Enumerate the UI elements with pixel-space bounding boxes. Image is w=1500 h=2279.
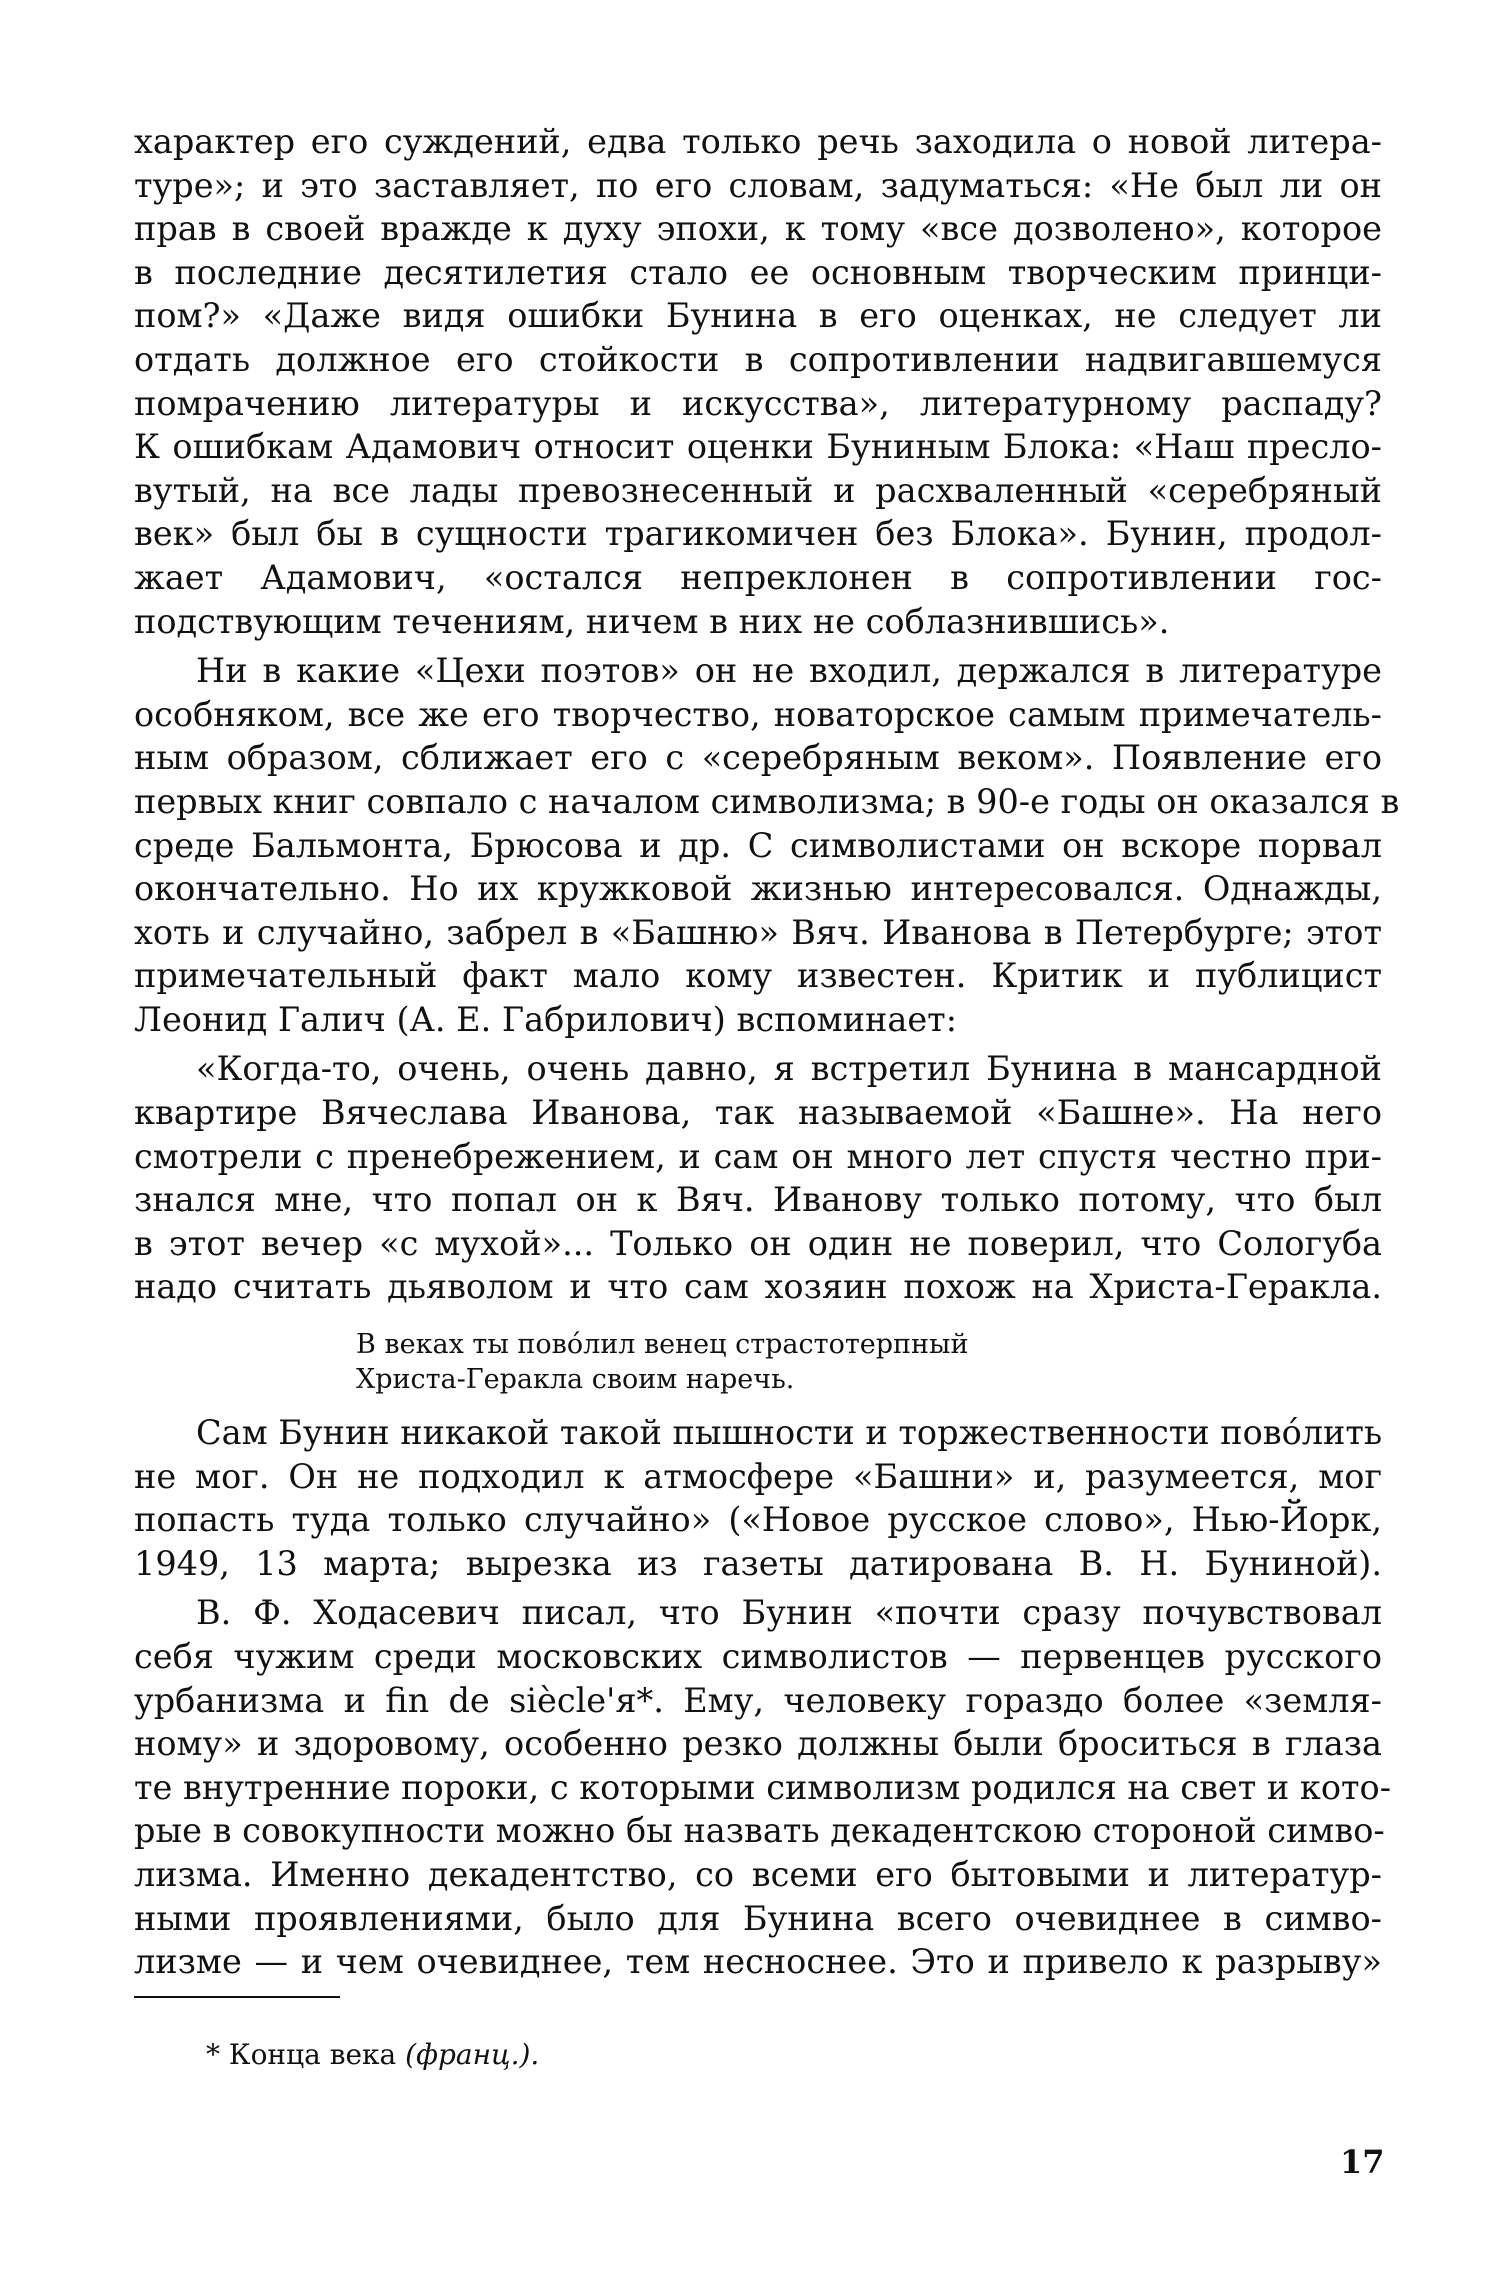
text-line: вутый, на все лады превознесенный и расхваленный «серебряный: [134, 470, 1382, 510]
text-line: подствующим течениям, ничем в них не соблазнившись».: [134, 601, 1170, 641]
text-line: попасть туда только случайно» («Новое русское слово», Нью-Йорк,: [134, 1500, 1382, 1540]
text-line: рые в совокупности можно бы назвать декадентскою стороной симво-: [134, 1811, 1385, 1851]
text-line: не мог. Он не подходил к атмосфере «Башни» и, разумеется, мог: [134, 1456, 1382, 1496]
text-line: надо считать дьяволом и что сам хозяин похож на Христа-Геракла.: [134, 1267, 1382, 1307]
footnote: [206, 2038, 539, 2072]
footnote-marker: *: [206, 2038, 220, 2071]
text-line: примечательный факт мало кому известен. Критик и публицист: [134, 956, 1382, 996]
text-line: Леонид Галич (А. Е. Габрилович) вспоминает:: [134, 999, 957, 1039]
text-line: 1949, 13 марта; вырезка из газеты датирована В. Н. Буниной).: [134, 1543, 1382, 1583]
paragraph-1: [134, 120, 1382, 643]
verse-quote: [356, 1327, 1382, 1397]
paragraph-4: [134, 1411, 1382, 1585]
text-line: ному» и здоровому, особенно резко должны были броситься в глаза: [134, 1724, 1382, 1764]
text-line: особняком, все же его творчество, новаторское самым примечатель-: [134, 694, 1382, 734]
page-number: 17: [1340, 2143, 1385, 2181]
text-line: пом?» «Даже видя ошибки Бунина в его оценках, не следует ли: [134, 296, 1382, 336]
text-line: отдать должное его стойкости в сопротивлении надвигавшемуся: [134, 339, 1382, 379]
text-line: лизме — и чем очевиднее, тем несноснее. Это и привело к разрыву»: [134, 1942, 1382, 1982]
footnote-note: (франц.).: [405, 2038, 540, 2071]
text-line: прав в своей вражде к духу эпохи, к тому «все дозволено», которое: [134, 209, 1382, 249]
text-line: В. Ф. Ходасевич писал, что Бунин «почти сразу почувствовал: [196, 1593, 1382, 1633]
verse-line: В веках ты повóлил венец страстотерпный: [356, 1329, 969, 1361]
text-line: туре»; и это заставляет, по его словам, задуматься: «Не был ли он: [134, 165, 1382, 205]
text-line: себя чужим среди московских символистов — первенцев русского: [134, 1637, 1382, 1676]
text-line: ным образом, сближает его с «серебряным веком». Появление его: [134, 738, 1382, 778]
page-body: [134, 120, 1400, 1984]
text-line: век» был бы в сущности трагикомичен без Блока». Бунин, продол-: [134, 514, 1382, 554]
text-line: Сам Бунин никакой такой пышности и торжественности повóлить: [196, 1413, 1383, 1453]
footnote-text: Конца века: [228, 2038, 397, 2071]
verse-line: Христа-Геракла своим наречь.: [356, 1364, 795, 1396]
text-line: Ни в какие «Цехи поэтов» он не входил, держался в литературе: [196, 651, 1382, 691]
text-line: К ошибкам Адамович относит оценки Буниным Блока: «Наш пресло-: [134, 427, 1382, 467]
text-line: в этот вечер «с мухой»... Только он один не поверил, что Сологуба: [134, 1223, 1382, 1263]
text-line: урбанизма и fin de siècle'я*. Ему, человеку гораздо более «земля-: [134, 1680, 1382, 1720]
paragraph-2: [134, 649, 1400, 1041]
text-line: среде Бальмонта, Брюсова и др. С символистами он вскоре порвал: [134, 825, 1382, 865]
text-line: лизма. Именно декадентство, со всеми его бытовыми и литератур-: [134, 1854, 1382, 1894]
text-line: характер его суждений, едва только речь заходила о новой литера-: [134, 122, 1382, 161]
text-line: ными проявлениями, было для Бунина всего очевиднее в симво-: [134, 1898, 1382, 1938]
text-line: первых книг совпало с началом символизма; в 90-е годы он оказался в: [134, 781, 1400, 821]
text-line: окончательно. Но их кружковой жизнью интересовался. Однажды,: [134, 869, 1382, 909]
footnote-separator: [134, 1996, 340, 1998]
text-line: в последние десятилетия стало ее основным творческим принци-: [134, 252, 1382, 292]
text-line: помрачению литературы и искусства», литературному распаду?: [134, 383, 1382, 423]
text-line: квартире Вячеслава Иванова, так называемой «Башне». На него: [134, 1093, 1382, 1133]
text-line: «Когда-то, очень, очень давно, я встретил Бунина в мансардной: [196, 1049, 1382, 1089]
text-line: хоть и случайно, забрел в «Башню» Вяч. Иванова в Петербурге; этот: [134, 912, 1382, 952]
paragraph-5: [134, 1591, 1392, 1983]
text-line: жает Адамович, «остался непреклонен в сопротивлении гос-: [134, 557, 1382, 597]
text-line: смотрели с пренебрежением, и сам он много лет спустя честно при-: [134, 1136, 1382, 1176]
paragraph-3-quote: [134, 1047, 1382, 1309]
text-line: те внутренние пороки, с которыми символизм родился на свет и кото-: [134, 1767, 1392, 1807]
text-line: знался мне, что попал он к Вяч. Иванову только потому, что был: [134, 1180, 1382, 1220]
